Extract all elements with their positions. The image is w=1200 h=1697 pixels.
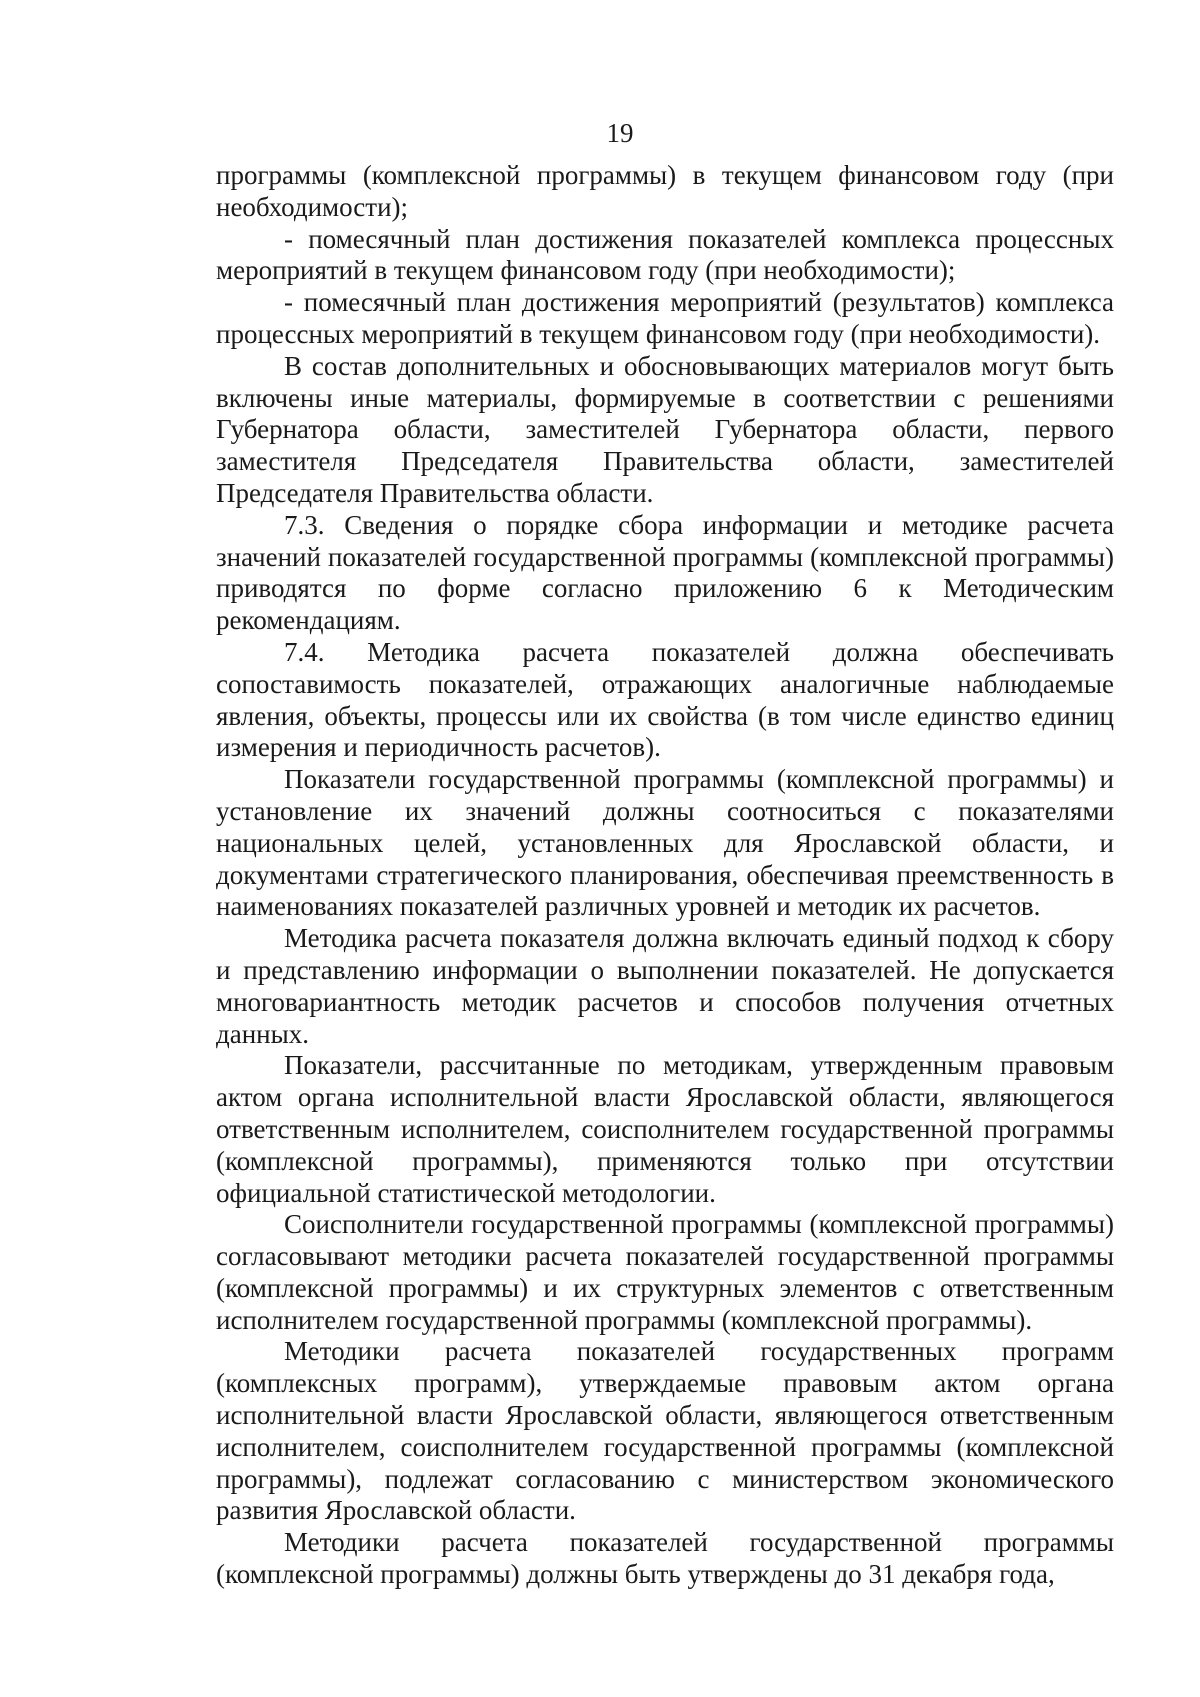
paragraph: - помесячный план достижения мероприятий (результатов) комплекса процессных мероприятий в текущем финансовом году (при необходимости). [216,287,1114,349]
paragraph: Методики расчета показателей государственной программы (комплексной программы) должны быть утверждены до 31 декабря года, [216,1527,1114,1590]
paragraph: Показатели, рассчитанные по методикам, утвержденным правовым актом органа исполнительной власти Ярославской области, являющегося ответственным исполнителем, соисполнителем государственной программы (комплексной программы), применяются только при отсутствии официальной статистической методологии. [216,1050,1114,1208]
paragraph: Показатели государственной программы (комплексной программы) и установление их значений должны соотноситься с показателями национальных целей, установленных для Ярославской области, и документами стратегического планирования, обеспечивая преемственность в наименованиях показателей различных уровней и методик их расчетов. [216,764,1114,922]
paragraph: Методики расчета показателей государственных программ (комплексных программ), утверждаемые правовым актом органа исполнительной власти Ярославской области, являющегося ответственным исполнителем, соисполнителем государственной программы (комплексной программы), подлежат согласованию с министерством экономического развития Ярославской области. [216,1336,1114,1526]
paragraph: В состав дополнительных и обосновывающих материалов могут быть включены иные материалы, формируемые в соответствии с решениями Губернатора области, заместителей Губернатора области, первого заместителя Председателя Правительства области, заместителей Председателя Правительства области. [216,350,1114,508]
paragraph: Методика расчета показателя должна включать единый подход к сбору и представлению информации о выполнении показателей. Не допускается многовариантность методик расчетов и способов получения отчетных данных. [216,923,1114,1049]
paragraph: 7.4. Методика расчета показателей должна обеспечивать сопоставимость показателей, отражающих аналогичные наблюдаемые явления, объекты, процессы или их свойства (в том числе единство единиц измерения и периодичность расчетов). [216,636,1114,763]
paragraph: 7.3. Сведения о порядке сбора информации и методике расчета значений показателей государственной программы (комплексной программы) приводятся по форме согласно приложению 6 к Методическим рекомендациям. [216,509,1114,636]
document-body [216,160,1114,1591]
page-number: 19 [606,118,634,148]
paragraph: Соисполнители государственной программы (комплексной программы) согласовывают методики расчета показателей государственной программы (комплексной программы) и их структурных элементов с ответственным исполнителем государственной программы (комплексной программы). [216,1209,1114,1335]
paragraph: - помесячный план достижения показателей комплекса процессных мероприятий в текущем финансовом году (при необходимости); [216,223,1114,286]
paragraph: программы (комплексной программы) в текущем финансовом году (при необходимости); [216,160,1114,222]
